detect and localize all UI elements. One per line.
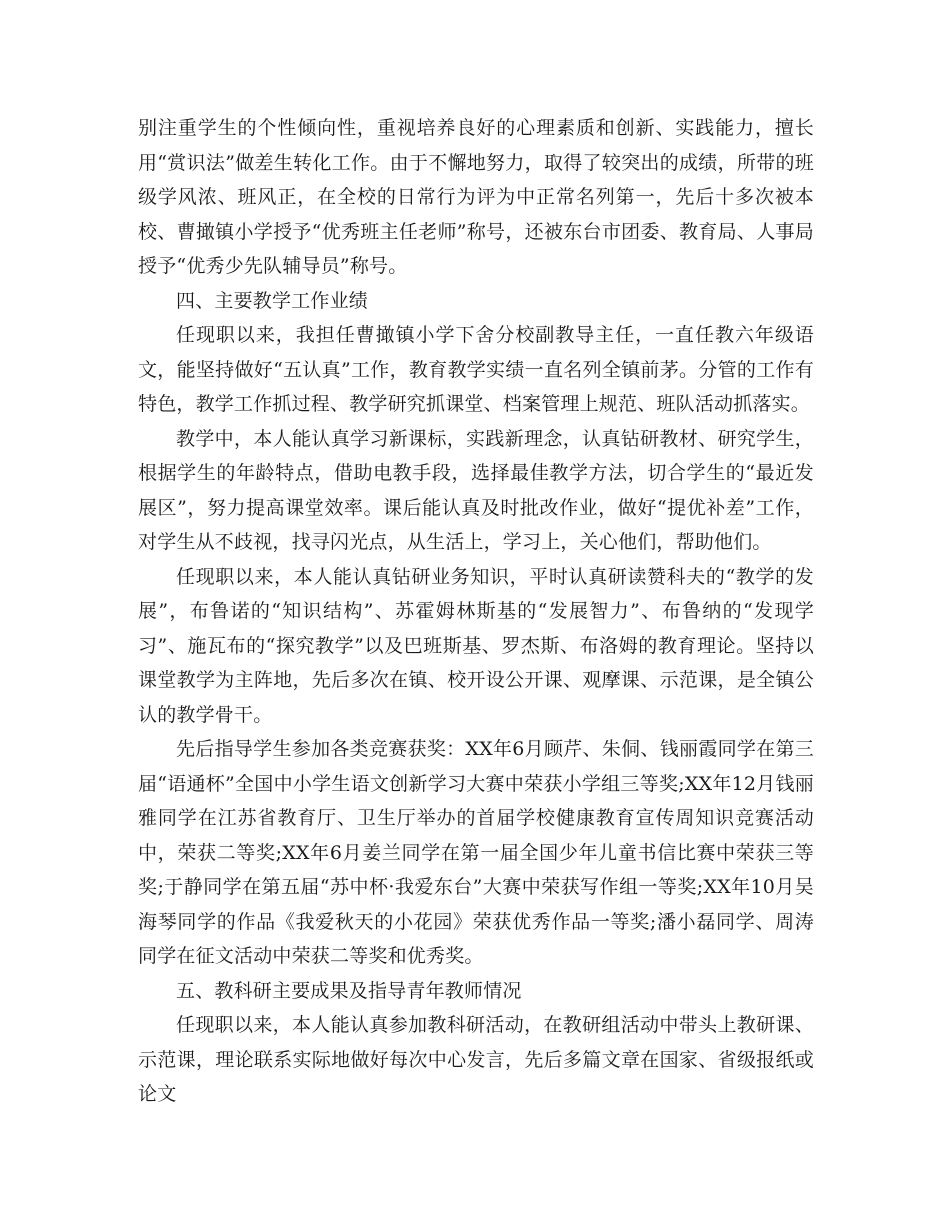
paragraph-student-awards: 先后指导学生参加各类竞赛获奖：XX年6月顾芹、朱侗、钱丽霞同学在第三届“语通杯”全国中小学生语文创新学习大赛中荣获小学组三等奖;XX年12月钱丽雅同学在江苏省教育厅、卫生厅举办的首届学校健康教育宣传周知识竞赛活动中，荣获二等奖;XX年6月姜兰同学在第一届全国少年儿童书信比赛中荣获三等奖;于静同学在第五届“苏中杯·我爱东台”大赛中荣获写作组一等奖;XX年10月吴海琴同学的作品《我爱秋天的小花园》荣获优秀作品一等奖;潘小磊同学、周涛同学在征文活动中荣获二等奖和优秀奖。 (138, 738, 814, 967)
paragraph-research: 任现职以来，本人能认真参加教科研活动，在教研组活动中带头上教研课、示范课，理论联系实际地做好每次中心发言，先后多篇文章在国家、省级报纸或论文 (138, 1014, 814, 1105)
paragraph-study-theory: 任现职以来，本人能认真钻研业务知识，平时认真研读赞科夫的“教学的发展”，布鲁诺的“知识结构”、苏霍姆林斯基的“发展智力”、布鲁纳的“发现学习”、施瓦布的“探究教学”以及巴班斯基、罗杰斯、布洛姆的教育理论。坚持以课堂教学为主阵地，先后多次在镇、校开设公开课、观摩课、示范课，是全镇公认的教学骨干。 (138, 565, 814, 726)
paragraph-teaching-role: 任现职以来，我担任曹撖镇小学下舍分校副教导主任，一直任教六年级语文，能坚持做好“五认真”工作，教育教学实绩一直名列全镇前茅。分管的工作有特色，教学工作抓过程、教学研究抓课堂、档案管理上规范、班队活动抓落实。 (138, 324, 814, 415)
section-heading-five: 五、教科研主要成果及指导青年教师情况 (176, 979, 522, 1002)
document-body (138, 111, 814, 1112)
paragraph-continuation: 别注重学生的个性倾向性，重视培养良好的心理素质和创新、实践能力，擅长用“赏识法”做差生转化工作。由于不懈地努力，取得了较突出的成绩，所带的班级学风浓、班风正，在全校的日常行为评为中正常名列第一，先后十多次被本校、曹撖镇小学授予“优秀班主任老师”称号，还被东台市团委、教育局、人事局授予“优秀少先队辅导员”称号。 (138, 117, 814, 277)
section-heading-four: 四、主要教学工作业绩 (176, 289, 369, 312)
paragraph-teaching-method: 教学中，本人能认真学习新课标，实践新理念，认真钻研教材、研究学生，根据学生的年龄特点，借助电教手段，选择最佳教学方法，切合学生的“最近发展区”，努力提高课堂效率。课后能认真及时批改作业，做好“提优补差”工作，对学生从不歧视，找寻闪光点，从生活上，学习上，关心他们，帮助他们。 (138, 427, 814, 553)
